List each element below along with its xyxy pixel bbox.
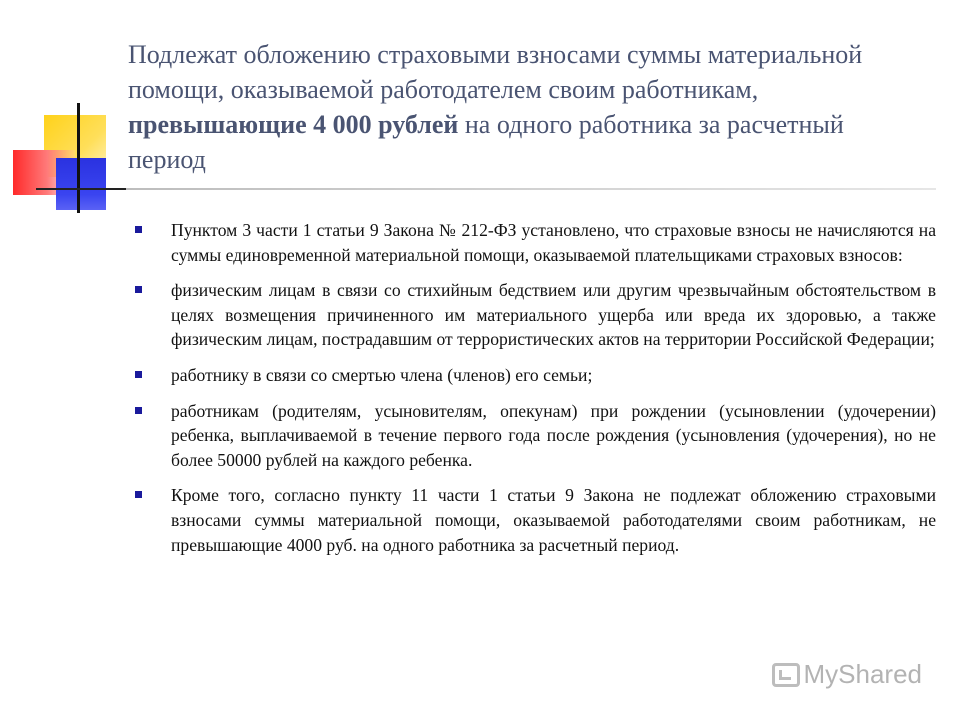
bullet-square-icon (135, 286, 142, 293)
bullet-square-icon (135, 407, 142, 414)
bullet-text: физическим лицам в связи со стихийным бедствием или другим чрезвычайным обстоятельством в целях возмещения причиненного им материального ущерба или вреда их здоровью, а также физическим лицам, пострадавшим от террористических актов на территории Российской Федерации; (171, 280, 936, 350)
bullet-item (134, 483, 936, 557)
title-text-part1: Подлежат обложению страховыми взносами суммы материальной помощи, оказываемой работодателем своим работникам, (128, 40, 863, 104)
bullet-item (134, 363, 936, 388)
bullet-text: работнику в связи со смертью члена (членов) его семьи; (171, 364, 593, 385)
slide-title (128, 37, 928, 177)
bullet-square-icon (135, 226, 142, 233)
bullet-list (134, 218, 936, 568)
watermark-logo (772, 659, 923, 690)
title-text-bold: превышающие 4 000 рублей (128, 110, 459, 139)
bullet-text: Пунктом 3 части 1 статьи 9 Закона № 212-ФЗ установлено, что страховые взносы не начисляются на суммы единовременной материальной помощи, оказываемой плательщиками страховых взносов: (171, 220, 936, 265)
watermark-text: MyShared (803, 659, 922, 689)
decor-vertical-line (77, 103, 80, 213)
bullet-square-icon (135, 491, 142, 498)
decor-blue-square (56, 158, 106, 210)
title-underline (36, 188, 936, 190)
bullet-text: Кроме того, согласно пункту 11 части 1 статьи 9 Закона не подлежат обложению страховыми взносами суммы материальной помощи, оказываемой работодателями своим работникам, не превышающие 4000 руб. на одного работника за расчетный период. (171, 485, 936, 555)
bullet-item (134, 218, 936, 267)
presentation-icon (772, 663, 800, 687)
bullet-text: работникам (родителям, усыновителям, опекунам) при рождении (усыновлении (удочерении) ребенка, выплачиваемой в течение первого года после рождения (усыновления (удочерения), но не более 50000 рублей на каждого ребенка. (171, 400, 936, 470)
bullet-item (134, 278, 936, 352)
title-text-part2: на одного работника за расчетный период (128, 110, 844, 174)
bullet-square-icon (135, 371, 142, 378)
bullet-item (134, 399, 936, 473)
